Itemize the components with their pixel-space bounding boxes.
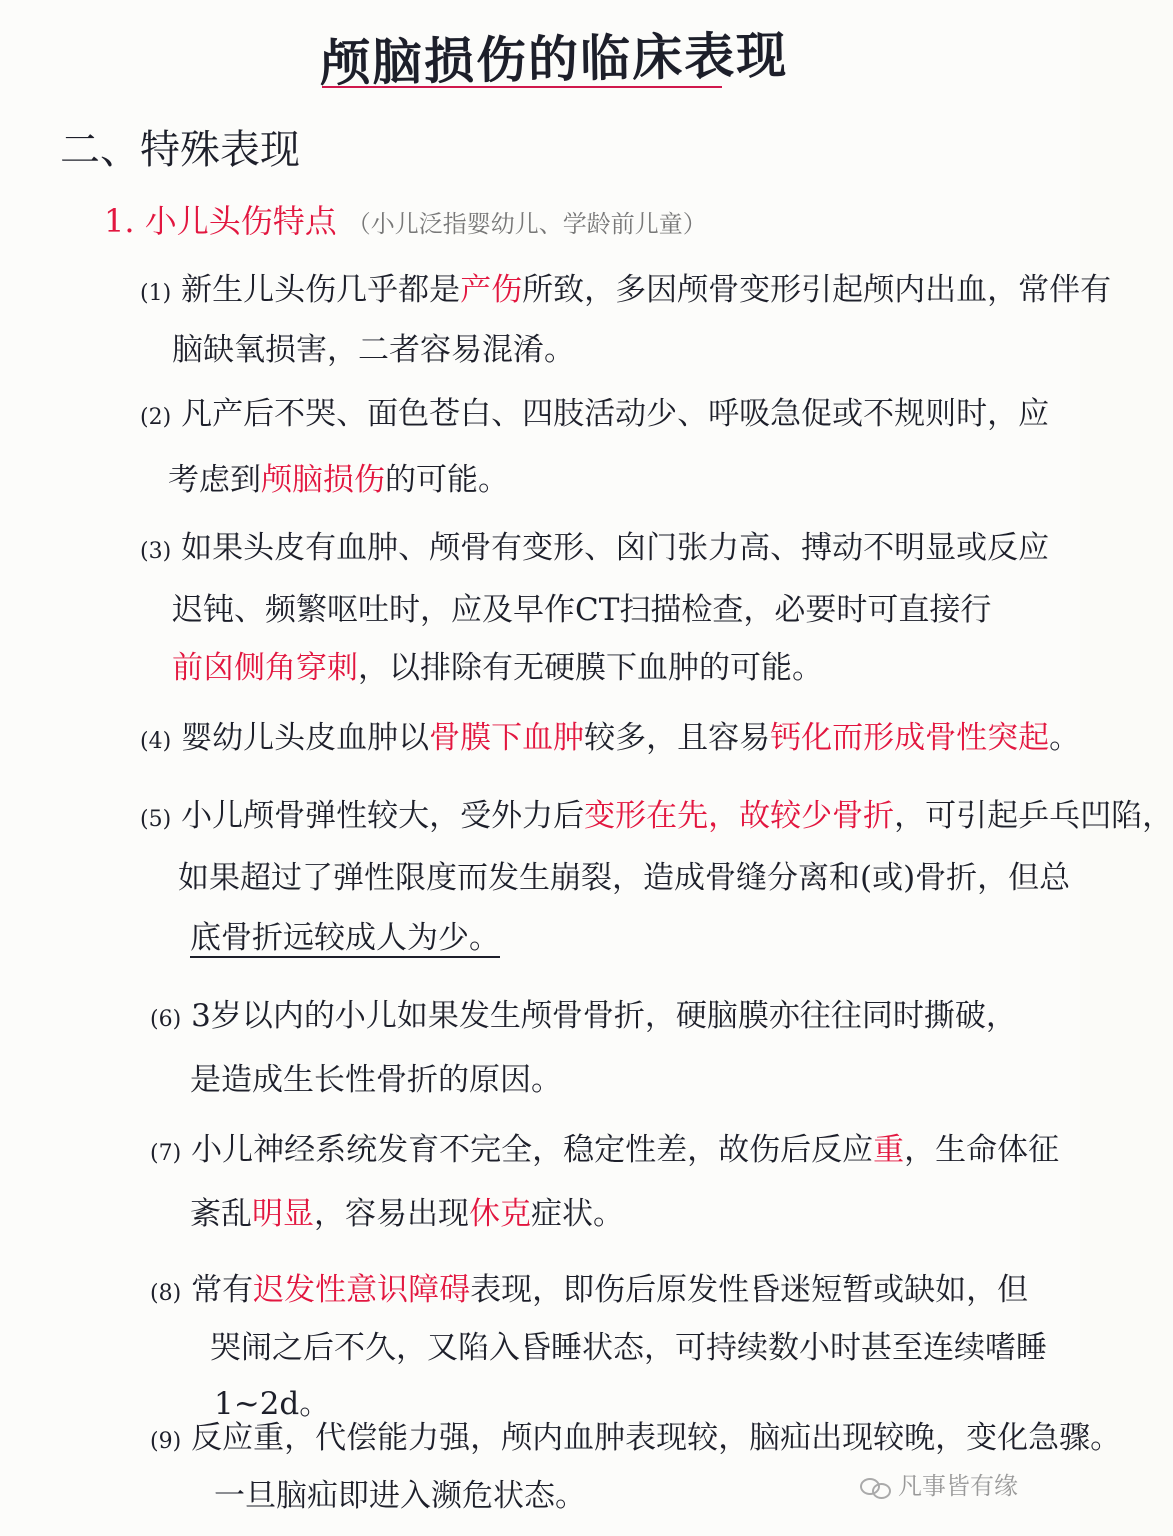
watermark: [860, 1466, 1018, 1501]
item-3-number: (3): [140, 539, 172, 564]
item-9-number: (9): [150, 1429, 182, 1454]
item-1-number: (1): [140, 281, 172, 306]
item-9-line-2: 一旦脑疝即进入濒危状态。: [214, 1478, 586, 1514]
item-5-line-2: 如果超过了弹性限度而发生崩裂，造成骨缝分离和(或)骨折，但总: [178, 860, 1071, 896]
item-1-line-2: 脑缺氧损害，二者容易混淆。: [172, 332, 575, 368]
item-5-line-3: [190, 918, 500, 958]
item-7-line-1: (7) 小儿神经系统发育不完全，稳定性差，故伤后反应重，生命体征: [150, 1132, 1060, 1168]
item-2-number: (2): [140, 405, 172, 430]
item-2-line-2: 考虑到颅脑损伤的可能。: [168, 462, 509, 498]
item-9-line-1: (9) 反应重，代偿能力强，颅内血肿表现较，脑疝出现较晚，变化急骤。: [150, 1420, 1122, 1456]
watermark-text: 凡事皆有缘: [898, 1472, 1018, 1500]
subsection-note: （小儿泛指婴幼儿、学龄前儿童）: [346, 210, 707, 238]
chat-bubbles-icon: [860, 1476, 892, 1498]
item-1-line-1: (1) 新生儿头伤几乎都是产伤所致，多因颅骨变形引起颅内出血，常伴有: [140, 272, 1112, 308]
item-8-line-3: 1~2d。: [214, 1386, 331, 1422]
title-underline: [322, 86, 722, 88]
item-3-line-2: 迟钝、频繁呕吐时，应及早作CT扫描检查，必要时可直接行: [172, 592, 992, 628]
subsection-label: 1. 小儿头伤特点: [104, 202, 337, 240]
item-4-line-1: (4) 婴幼儿头皮血肿以骨膜下血肿较多，且容易钙化而形成骨性突起。: [140, 720, 1081, 756]
item-3-line-3: 前囟侧角穿刺，以排除有无硬膜下血肿的可能。: [172, 650, 823, 686]
item-8-line-1: (8) 常有迟发性意识障碍表现，即伤后原发性昏迷短暂或缺如，但: [150, 1272, 1029, 1308]
item-2-line-1: (2) 凡产后不哭、面色苍白、四肢活动少、呼吸急促或不规则时，应: [140, 396, 1050, 432]
item-3-line-1: (3) 如果头皮有血肿、颅骨有变形、囟门张力高、搏动不明显或反应: [140, 530, 1050, 566]
item-7-line-2: 紊乱明显，容易出现休克症状。: [190, 1196, 624, 1232]
item-4-number: (4): [140, 729, 172, 754]
item-7-number: (7): [150, 1141, 182, 1166]
item-6-line-1: (6) 3岁以内的小儿如果发生颅骨骨折，硬脑膜亦往往同时撕破，: [150, 998, 1017, 1034]
item-8-line-2: 哭闹之后不久，又陷入昏睡状态，可持续数小时甚至连续嗜睡: [210, 1330, 1047, 1366]
item-8-number: (8): [150, 1281, 182, 1306]
section-heading: 二、特殊表现: [60, 127, 300, 173]
page-title: 颅脑损伤的临床表现: [319, 25, 789, 93]
subsection-heading: [104, 196, 707, 242]
item-5-underlined-text: 底骨折远较成人为少。: [190, 920, 500, 956]
item-5-number: (5): [140, 807, 172, 832]
item-6-number: (6): [150, 1007, 182, 1032]
item-6-line-2: 是造成生长性骨折的原因。: [190, 1062, 562, 1098]
item-5-line-1: (5) 小儿颅骨弹性较大，受外力后变形在先，故较少骨折，可引起乒乓凹陷，: [140, 798, 1173, 834]
